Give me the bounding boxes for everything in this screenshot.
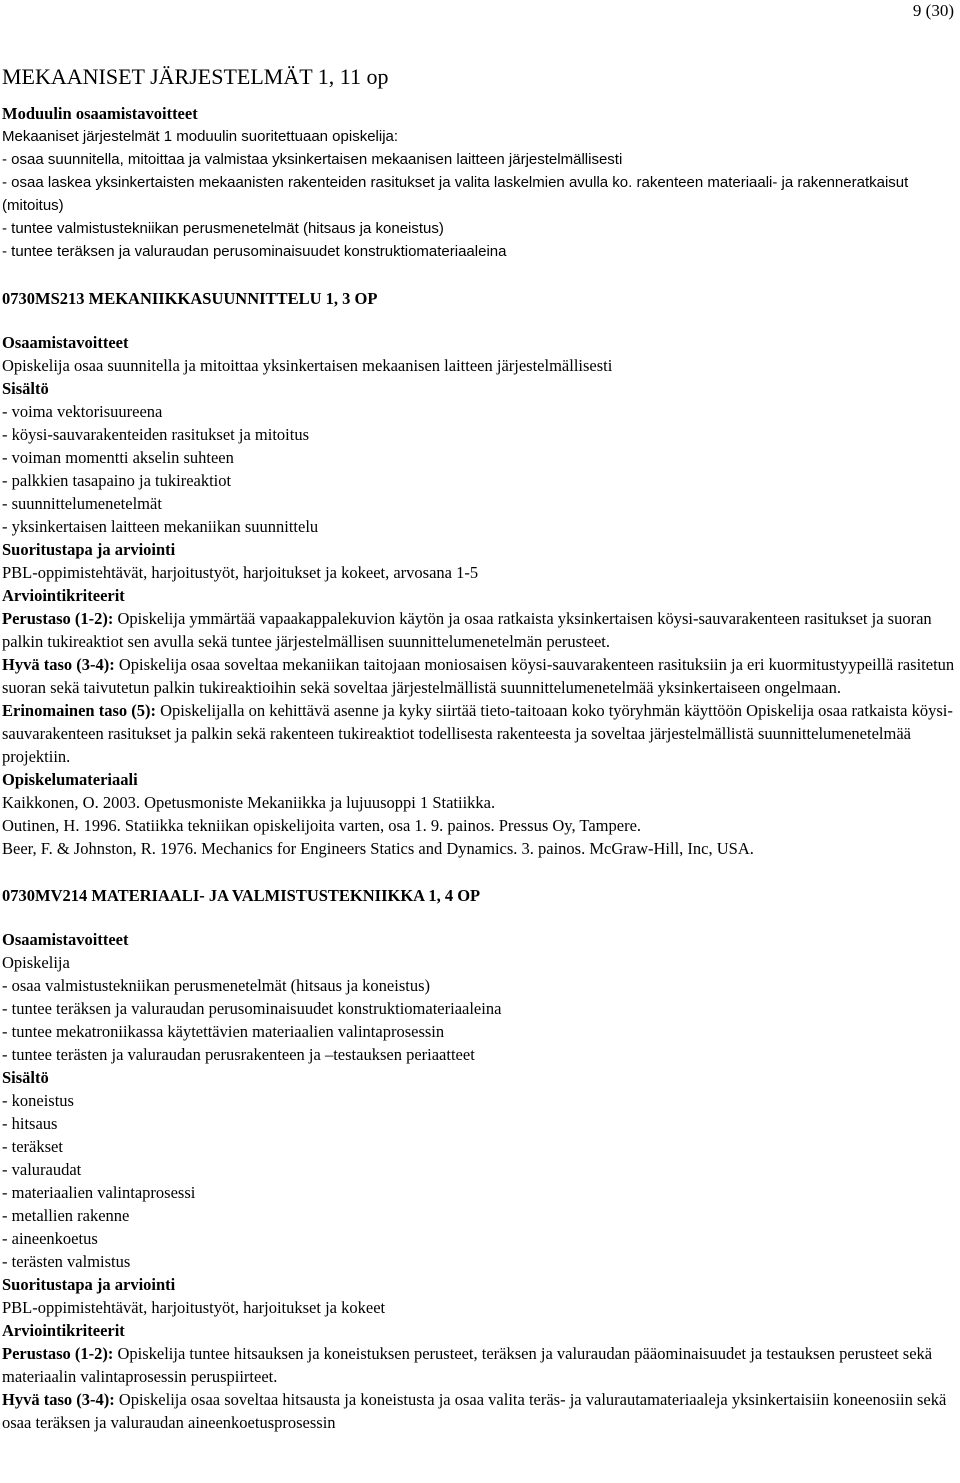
goals-text: Opiskelija osaa suunnitella ja mitoittaa yksinkertaisen mekaanisen laitteen järjestelmällisesti — [2, 356, 613, 375]
module-goals-heading: Moduulin osaamistavoitteet — [2, 104, 198, 123]
goals-line: Opiskelija — [2, 953, 70, 972]
content-item: - yksinkertaisen laitteen mekaniikan suunnittelu — [2, 517, 319, 536]
module-goals-line: Mekaaniset järjestelmät 1 moduulin suoritettuaan opiskelija: — [2, 128, 399, 145]
criteria-label: Hyvä taso (3-4): — [2, 1390, 115, 1409]
content-item: - metallien rakenne — [2, 1206, 130, 1225]
criteria-basic — [2, 1342, 957, 1388]
criteria-label: Erinomainen taso (5): — [2, 701, 156, 720]
material-item: Kaikkonen, O. 2003. Opetusmoniste Mekaniikka ja lujuusoppi 1 Statiikka. — [2, 793, 496, 812]
module-goals-line: - osaa laskea yksinkertaisten mekaanisten rakenteiden rasitukset ja valita laskelmien avulla ko. rakenteen materiaali- ja rakenneratkaisut (mitoitus) — [2, 174, 909, 214]
assessment-text: PBL-oppimistehtävät, harjoitustyöt, harjoitukset ja kokeet — [2, 1298, 386, 1317]
course-title: 0730MV214 MATERIAALI- JA VALMISTUSTEKNIIKKA 1, 4 OP — [2, 886, 481, 905]
goals-heading: Osaamistavoitteet — [2, 930, 129, 949]
goals-line: - osaa valmistustekniikan perusmenetelmät (hitsaus ja koneistus) — [2, 976, 430, 995]
assessment-heading: Suoritustapa ja arviointi — [2, 540, 176, 559]
content-item: - köysi-sauvarakenteiden rasitukset ja mitoitus — [2, 425, 310, 444]
content-item: - valuraudat — [2, 1160, 82, 1179]
criteria-text: Opiskelija osaa soveltaa hitsausta ja koneistusta ja osaa valita teräs- ja valurautamateriaaleja yksinkertaisiin koneenosiin sekä osaa teräksen ja valuraudan aineenkoetusprosessin — [2, 1390, 947, 1432]
content-item: - suunnittelumenetelmät — [2, 494, 162, 513]
criteria-label: Perustaso (1-2): — [2, 1344, 114, 1363]
page-number: 9 (30) — [912, 1, 954, 20]
content-item: - voiman momentti akselin suhteen — [2, 448, 234, 467]
goals-line: - tuntee teräksen ja valuraudan perusominaisuudet konstruktiomateriaaleina — [2, 999, 502, 1018]
content-item: - voima vektorisuureena — [2, 402, 163, 421]
module-goals-line: - osaa suunnitella, mitoittaa ja valmistaa yksinkertaisen mekaanisen laitteen järjestelmällisesti — [2, 151, 623, 168]
content-item: - koneistus — [2, 1091, 74, 1110]
document-content — [2, 63, 957, 1434]
goals-heading: Osaamistavoitteet — [2, 333, 129, 352]
criteria-text: Opiskelijalla on kehittävä asenne ja kyky siirtää tieto-taitoaan koko työryhmän käyttöön Opiskelija osaa ratkaista köysi-sauvarakenteen rasitukset ja palkin sekä rakenteen tukireaktiot todellisesta rakenteesta ja soveltaa järjestelmällistä suunnittelumenetelmää projektiin. — [2, 701, 953, 766]
materials-heading: Opiskelumateriaali — [2, 770, 138, 789]
criteria-heading: Arviointikriteerit — [2, 586, 125, 605]
content-item: - hitsaus — [2, 1114, 58, 1133]
criteria-label: Perustaso (1-2): — [2, 609, 114, 628]
module-goals-line: - tuntee valmistustekniikan perusmenetelmät (hitsaus ja koneistus) — [2, 220, 444, 237]
goals-line: - tuntee mekatroniikassa käytettävien materiaalien valintaprosessin — [2, 1022, 445, 1041]
criteria-excellent — [2, 699, 957, 768]
assessment-heading: Suoritustapa ja arviointi — [2, 1275, 176, 1294]
criteria-label: Hyvä taso (3-4): — [2, 655, 115, 674]
criteria-good — [2, 653, 957, 699]
criteria-good — [2, 1388, 957, 1434]
content-item: - teräkset — [2, 1137, 63, 1156]
criteria-text: Opiskelija tuntee hitsauksen ja koneistuksen perusteet, teräksen ja valuraudan pääominaisuudet ja testauksen perusteet sekä materiaalin valintaprosessin peruspiirteet. — [2, 1344, 933, 1386]
criteria-basic — [2, 607, 957, 653]
criteria-heading: Arviointikriteerit — [2, 1321, 125, 1340]
content-heading: Sisältö — [2, 379, 49, 398]
course-materiaali-valmistustekniikka — [2, 884, 957, 1434]
course-mekaniikkasuunnittelu — [2, 287, 957, 860]
content-item: - aineenkoetus — [2, 1229, 98, 1248]
material-item: Outinen, H. 1996. Statiikka tekniikan opiskelijoita varten, osa 1. 9. painos. Pressus Oy, Tampere. — [2, 816, 642, 835]
content-item: - terästen valmistus — [2, 1252, 131, 1271]
module-goals-line: - tuntee teräksen ja valuraudan perusominaisuudet konstruktiomateriaaleina — [2, 243, 507, 260]
content-item: - palkkien tasapaino ja tukireaktiot — [2, 471, 232, 490]
material-item: Beer, F. & Johnston, R. 1976. Mechanics for Engineers Statics and Dynamics. 3. painos. McGraw-Hill, Inc, USA. — [2, 839, 754, 858]
module-title: MEKAANISET JÄRJESTELMÄT 1, 11 op — [2, 64, 389, 89]
content-item: - materiaalien valintaprosessi — [2, 1183, 196, 1202]
criteria-text: Opiskelija osaa soveltaa mekaniikan taitojaan moniosaisen köysi-sauvarakenteen rasituksiin ja eri kuormitustyypeillä rasitetun suoran sekä taivutetun palkin tukireaktioihin sekä soveltaa järjestelmällistä suunnittelumenetelmää yksinkertaiseen ongelmaan. — [2, 655, 955, 697]
criteria-text: Opiskelija ymmärtää vapaakappalekuvion käytön ja osaa ratkaista yksinkertaisen köysi-sauvarakenteen rasitukset ja suoran palkin tukireaktiot sen avulla sekä tuntee järjestelmällisen suunnittelumenetelmän perusteet. — [2, 609, 932, 651]
content-heading: Sisältö — [2, 1068, 49, 1087]
module-goals-section — [2, 102, 957, 263]
course-title: 0730MS213 MEKANIIKKASUUNNITTELU 1, 3 OP — [2, 289, 378, 308]
assessment-text: PBL-oppimistehtävät, harjoitustyöt, harjoitukset ja kokeet, arvosana 1-5 — [2, 563, 479, 582]
goals-line: - tuntee terästen ja valuraudan perusrakenteen ja –testauksen periaatteet — [2, 1045, 475, 1064]
